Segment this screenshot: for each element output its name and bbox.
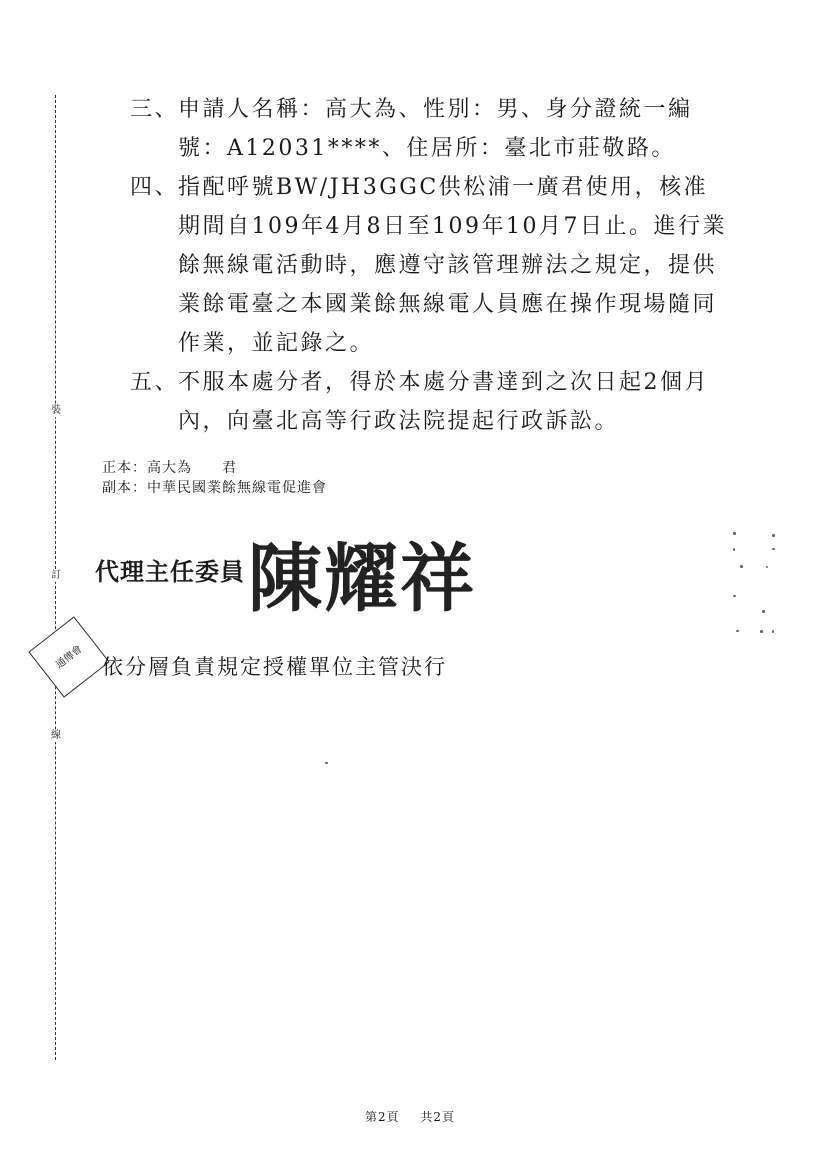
page-footer (0, 1108, 820, 1125)
item-three (130, 90, 730, 168)
cc-original: 正本：高大為 君 (102, 460, 237, 476)
signature-title: 代理主任委員 (95, 557, 245, 586)
item-text: 申請人名稱：高大為、性別：男、身分證統一編號：A12031****、住居所：臺北市莊敬路。 (178, 97, 693, 161)
cc-copy: 副本：中華民國業餘無線電促進會 (102, 480, 327, 496)
seal-stamp (28, 616, 109, 697)
signature-name: 陳耀祥 (248, 536, 476, 622)
item-number: 五、 (130, 370, 180, 395)
page-total: 共2頁 (420, 1110, 456, 1124)
item-four (130, 168, 730, 363)
item-five (130, 363, 730, 441)
binding-mark-xian: 線 (51, 730, 61, 741)
item-text: 指配呼號BW/JH3GGC供松浦一廣君使用，核准期間自109年4月8日至109年10月7日止。進行業餘無線電活動時，應遵守該管理辦法之規定，提供業餘電臺之本國業餘無線電人員應在操作現場隨同作業，並記錄之。 (178, 175, 727, 356)
item-number: 四、 (130, 175, 180, 200)
stamp-text: 通傳會 (53, 643, 85, 671)
page-number: 第2頁 (364, 1110, 400, 1124)
item-text: 不服本處分者，得於本處分書達到之次日起2個月內，向臺北高等行政法院提起行政訴訟。 (178, 370, 709, 434)
item-number: 三、 (130, 97, 180, 122)
binding-mark-ding: 訂 (51, 570, 61, 581)
authority-statement: 依分層負責規定授權單位主管決行 (102, 655, 447, 679)
binding-mark-zhuang: 裝 (51, 405, 61, 416)
